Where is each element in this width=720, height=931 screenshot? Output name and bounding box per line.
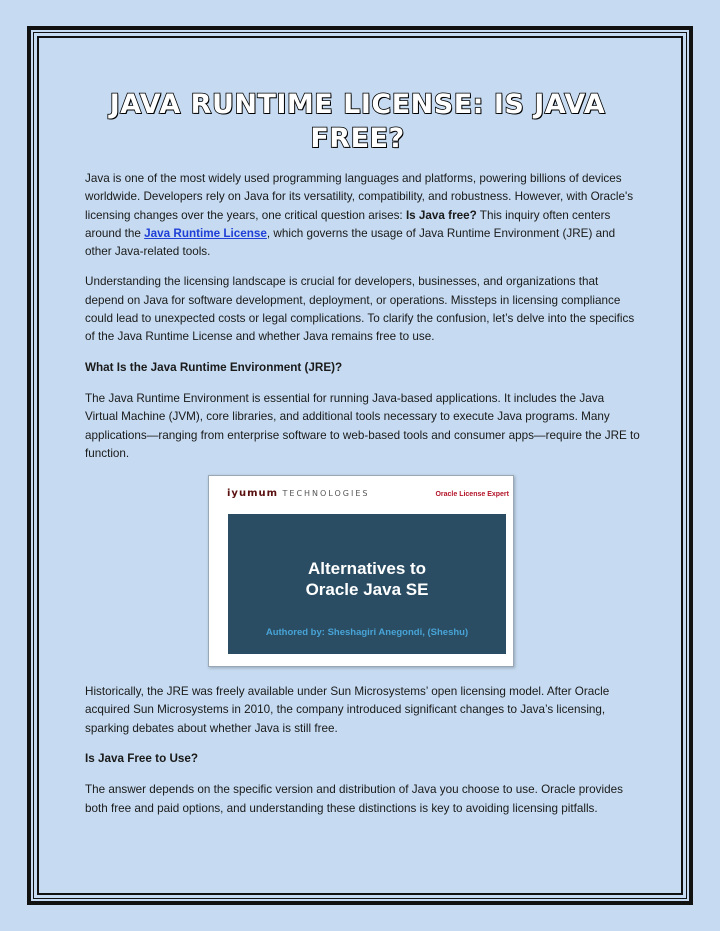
intro-paragraph <box>85 170 640 261</box>
image-author: Authored by: Sheshagiri Anegondi, (Sheshu) <box>265 627 469 639</box>
paragraph-licensing-landscape: Understanding the licensing landscape is crucial for developers, businesses, and organizations that depend on Java for software development, deployment, or operations. Missteps in licensing compliance could lead to unexpected costs or legal complications. To clarify the confusion, let’s delve into the specifics of the Java Runtime License and whether Java remains free to use. <box>85 275 635 344</box>
image-title-line-1: Alternatives to <box>307 559 427 579</box>
java-runtime-license-link[interactable]: Java Runtime License <box>144 226 267 240</box>
intro-bold-question: Is Java free? <box>405 208 477 222</box>
intro-text-3: , which governs the usage of Java Runtime Environment (JRE) and other Java-related tools. <box>85 226 616 259</box>
image-tagline: Oracle License Expert <box>435 491 509 499</box>
intro-text-1: Java is one of the most widely used programming languages and platforms, powering billions of devices worldwide. Developers rely on Java for its versatility, compatibility, and robustness. However, with Oracle's licensing changes over the years, one critical question arises: <box>85 172 634 222</box>
heading-what-is-jre: What Is the Java Runtime Environment (JRE)? <box>85 360 343 374</box>
image-title <box>228 558 506 600</box>
paragraph-history: Historically, the JRE was freely available under Sun Microsystems’ open licensing model. After Oracle acquired Sun Microsystems in 2010, the company introduced significant changes to Java’s licensing, sparking debates about whether Java is still free. <box>85 685 610 735</box>
logo-thin-text: TECHNOLOGIES <box>282 489 370 499</box>
intro-text-2: This inquiry often centers around the <box>85 208 611 240</box>
image-title-line-2: Oracle Java SE <box>305 580 429 600</box>
article-image <box>208 475 514 667</box>
page-title: JAVA RUNTIME LICENSE: IS JAVA FREE? <box>109 89 606 154</box>
company-logo <box>227 488 370 499</box>
logo-bold-text: iyumum <box>227 488 279 500</box>
paragraph-jre-description: The Java Runtime Environment is essential for running Java-based applications. It includes the Java Virtual Machine (JVM), core libraries, and additional tools necessary to execute Java programs. Many applications—ranging from enterprise software to web-based tools and consumer apps—require the JRE to function. <box>85 391 640 460</box>
image-banner <box>228 514 506 654</box>
article <box>85 88 640 830</box>
heading-is-java-free: Is Java Free to Use? <box>85 752 199 766</box>
paragraph-answer: The answer depends on the specific version and distribution of Java you choose to use. Oracle provides both free and paid options, and understanding these distinctions is key to avoiding licensing pitfalls. <box>85 783 623 815</box>
